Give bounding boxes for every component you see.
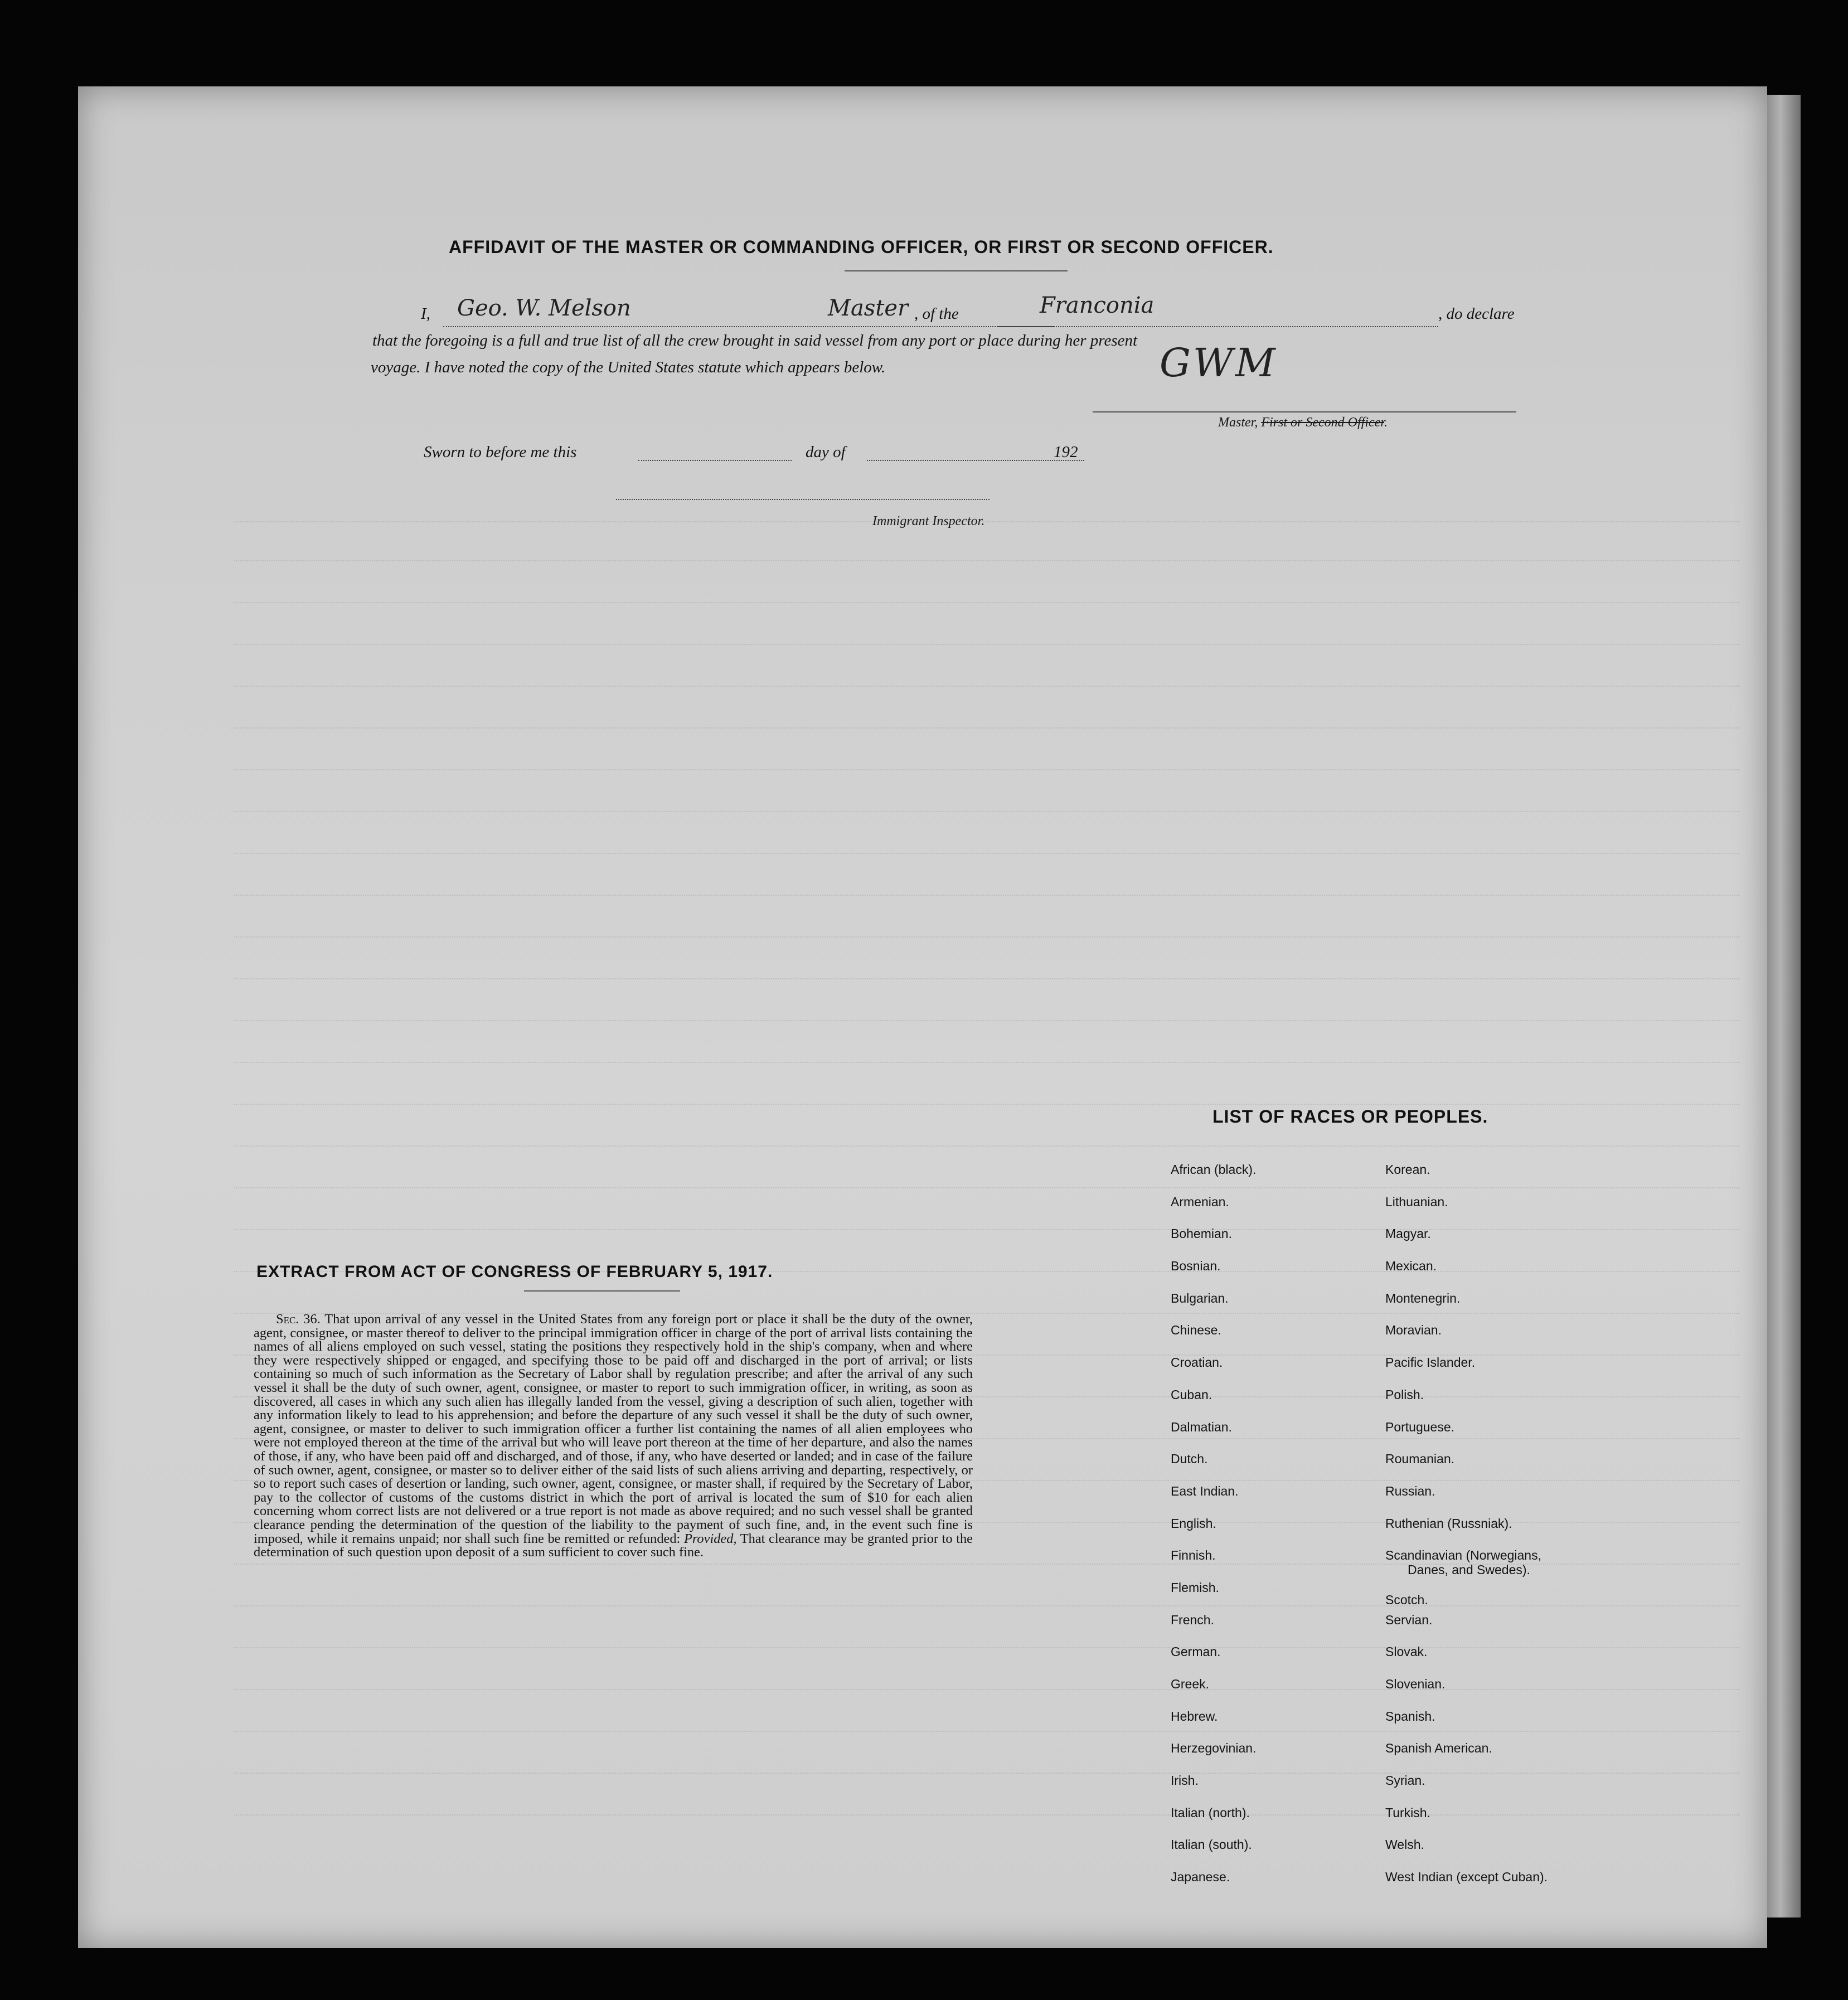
race-item: Ruthenian (Russniak).	[1385, 1516, 1512, 1531]
of-the-label: , of the	[914, 305, 959, 323]
race-item: Dutch.	[1171, 1452, 1208, 1467]
race-item: Syrian.	[1385, 1773, 1425, 1788]
signature-initials: GWM	[1160, 340, 1278, 386]
race-item: Slovenian.	[1385, 1677, 1446, 1692]
vessel-name-handwritten: Franconia	[1040, 293, 1155, 318]
race-item-continuation: Danes, and Swedes).	[1408, 1562, 1530, 1577]
statute-body: That upon arrival of any vessel in the United States from any foreign port or place it shall be the duty of the owner, agent, consignee, or master thereof to deliver to the principal immigration officer in charge of the port of arrival lists containing the names of all aliens employed on such vessel, stating the positions they respectively hold in the ship's company, when and where they were respectively shipped or engaged, and specifying those to be paid off and discharged in the port of arrival; or lists containing so much of such information as the Secretary of Labor shall by regulation prescribe; and after the arrival of any such vessel it shall be the duty of such owner, agent, consignee, or master to report to such immigration officer, in writing, as soon as discovered, all cases in which any such alien has illegally landed from the vessel, giving a description of such alien, together with any information likely to lead to his apprehension; and before the departure of any such vessel it shall be the duty of such owner, agent, consignee, or master to deliver to such immigration officer a further list containing the names of all alien employees who were not employed thereon at the time of the arrival but who will leave port thereon at the time of her departure, and also the names of those, if any, who have been paid off and discharged, and of those, if any, who have deserted or landed; and in case of the failure of such owner, agent, consignee, or master so to deliver either of the said lists of such aliens arriving and departing, respectively, or so to report such cases of desertion or landing, such owner, agent, consignee, or master shall, if required by the Secretary of Labor, pay to the collector of customs of the customs district in which the port of arrival is located the sum of $10 for each alien concerning whom correct lists are not delivered or a true report is not made as above required; and no such vessel shall be granted clearance pending the determination of the question of the liability to the payment of such fine, and, in the event such fine is imposed, while it remains unpaid; nor shall such fine be remitted or refunded:	[254, 1312, 973, 1546]
race-item: Magyar.	[1385, 1226, 1431, 1241]
title-underline	[845, 270, 1068, 271]
race-item: Italian (north).	[1171, 1805, 1250, 1820]
race-item: Spanish American.	[1385, 1741, 1492, 1756]
master-name-handwritten: Geo. W. Melson	[457, 295, 631, 321]
sworn-day-line	[638, 460, 792, 461]
affidavit-prefix: I,	[421, 305, 430, 323]
extract-underline	[524, 1290, 680, 1292]
race-item: Polish.	[1385, 1387, 1424, 1402]
sworn-prefix: Sworn to before me this	[424, 443, 577, 461]
sworn-day-label: day of	[806, 443, 846, 461]
declare-label: , do declare	[1438, 305, 1515, 323]
provided-word: Provided,	[683, 1531, 737, 1546]
races-left-column	[1171, 1162, 1256, 1902]
race-item: Cuban.	[1171, 1387, 1212, 1402]
race-item: Italian (south).	[1171, 1837, 1252, 1852]
race-item: Moravian.	[1385, 1323, 1442, 1338]
inspector-caption: Immigrant Inspector.	[872, 514, 985, 528]
race-item: Slovak.	[1385, 1644, 1428, 1659]
extract-title: EXTRACT FROM ACT OF CONGRESS OF FEBRUARY 5, 1917.	[256, 1263, 773, 1281]
race-item: Greek.	[1171, 1677, 1210, 1691]
sworn-month-line	[867, 460, 1084, 461]
races-right-column	[1385, 1162, 1548, 1902]
signature-caption	[1218, 415, 1388, 430]
race-item: Finnish.	[1171, 1548, 1216, 1563]
race-item: German.	[1171, 1644, 1221, 1659]
race-item: Pacific Islander.	[1385, 1355, 1476, 1370]
race-item: Hebrew.	[1171, 1708, 1218, 1724]
signature-line	[1093, 411, 1516, 412]
race-item: Roumanian.	[1385, 1452, 1455, 1467]
master-name-line	[443, 326, 1054, 327]
race-item: French.	[1171, 1612, 1214, 1627]
race-item: Flemish.	[1171, 1580, 1219, 1595]
race-item: West Indian (except Cuban).	[1385, 1870, 1548, 1885]
race-item: Mexican.	[1385, 1259, 1437, 1274]
race-item: Croatian.	[1171, 1355, 1223, 1370]
inspector-line	[616, 499, 990, 500]
race-item: Portuguese.	[1385, 1419, 1455, 1434]
affidavit-line-3: voyage. I have noted the copy of the United States statute which appears below.	[371, 358, 886, 376]
sworn-year: 192	[1054, 443, 1078, 461]
binder-edge	[1767, 95, 1801, 1918]
section-label: Sec. 36.	[276, 1312, 321, 1327]
race-item: Bohemian.	[1171, 1226, 1232, 1241]
race-item: Chinese.	[1171, 1323, 1221, 1338]
races-title: LIST OF RACES OR PEOPLES.	[1212, 1106, 1488, 1127]
race-item: African (black).	[1171, 1162, 1257, 1177]
race-item: Russian.	[1385, 1483, 1435, 1498]
race-item: Bulgarian.	[1171, 1290, 1229, 1305]
race-item: Dalmatian.	[1171, 1419, 1232, 1434]
race-item: Armenian.	[1171, 1194, 1229, 1209]
race-item: Bosnian.	[1171, 1259, 1221, 1274]
statute-proviso: That clearance may be granted prior to the determination of such question upon deposit of a sum sufficient to cover such fine.	[254, 1531, 973, 1560]
race-item: Japanese.	[1171, 1870, 1230, 1885]
race-item: Korean.	[1385, 1162, 1430, 1177]
race-item: Lithuanian.	[1385, 1194, 1448, 1209]
vessel-name-line	[998, 326, 1438, 327]
race-item: English.	[1171, 1516, 1216, 1531]
race-item: Turkish.	[1385, 1805, 1430, 1820]
race-item: Spanish.	[1385, 1708, 1435, 1724]
capacity-handwritten: Master	[828, 295, 909, 321]
race-item: Servian.	[1385, 1612, 1433, 1627]
caption-struck-officer: First or Second Officer	[1261, 415, 1384, 430]
manifest-page	[78, 86, 1767, 1948]
statute-text	[254, 1313, 973, 1560]
caption-master: Master,	[1218, 415, 1258, 430]
race-item: Welsh.	[1385, 1837, 1424, 1852]
race-item: Irish.	[1171, 1773, 1199, 1788]
race-item: Scotch.	[1385, 1593, 1428, 1608]
caption-period: .	[1384, 415, 1388, 430]
affidavit-line-2: that the foregoing is a full and true list of all the crew brought in said vessel from any port or place during her present	[372, 332, 1138, 349]
affidavit-title: AFFIDAVIT OF THE MASTER OR COMMANDING OFFICER, OR FIRST OR SECOND OFFICER.	[449, 237, 1274, 257]
race-item	[1385, 1548, 1548, 1593]
race-item: Montenegrin.	[1385, 1290, 1461, 1305]
race-item-line: Scandinavian (Norwegians,	[1385, 1548, 1541, 1563]
race-item: Herzegovinian.	[1171, 1741, 1257, 1756]
race-item: East Indian.	[1171, 1483, 1239, 1498]
